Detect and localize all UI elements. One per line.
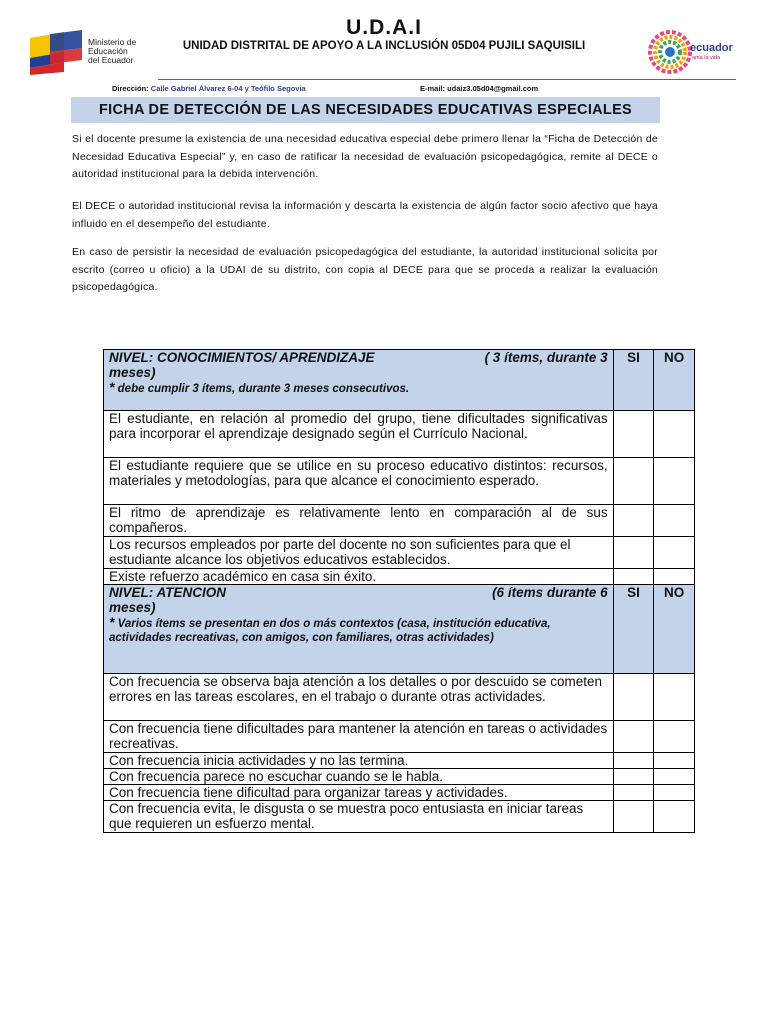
table-row bbox=[104, 721, 695, 753]
no-header: NO bbox=[654, 350, 695, 411]
no-checkbox-cell[interactable] bbox=[654, 569, 695, 585]
si-checkbox-cell[interactable] bbox=[613, 753, 654, 769]
item-text: El estudiante, en relación al promedio del grupo, tiene dificultades significativas para incorporar el aprendizaje designado según el Currículo Nacional. bbox=[104, 411, 614, 458]
page-subtitle: UNIDAD DISTRITAL DE APOYO A LA INCLUSIÓN 05D04 PUJILI SAQUISILI bbox=[182, 40, 586, 52]
no-checkbox-cell[interactable] bbox=[654, 411, 695, 458]
si-header: SI bbox=[613, 585, 654, 674]
section-header-atencion bbox=[104, 585, 695, 674]
email-address: E-mail: udaiz3.05d04@gmail.com bbox=[420, 84, 539, 93]
no-checkbox-cell[interactable] bbox=[654, 537, 695, 569]
no-checkbox-cell[interactable] bbox=[654, 721, 695, 753]
item-text: El ritmo de aprendizaje es relativamente lento en comparación al de sus compañeros. bbox=[104, 505, 614, 537]
si-checkbox-cell[interactable] bbox=[613, 785, 654, 801]
item-text: Con frecuencia tiene dificultades para mantener la atención en tareas o actividades recreativas. bbox=[104, 721, 614, 753]
header-divider bbox=[158, 79, 736, 80]
logo-right-tagline: ama la vida bbox=[692, 55, 721, 61]
section-title: NIVEL: CONOCIMIENTOS/ APRENDIZAJE bbox=[109, 350, 375, 365]
no-checkbox-cell[interactable] bbox=[654, 674, 695, 721]
logo-left-line: Educación bbox=[88, 46, 128, 56]
item-text: El estudiante requiere que se utilice en su proceso educativo distintos: recursos, materiales y metodologías, para que alcance el conocimiento esperado. bbox=[104, 458, 614, 505]
table-row bbox=[104, 753, 695, 769]
si-checkbox-cell[interactable] bbox=[613, 721, 654, 753]
checklist-table bbox=[103, 349, 695, 833]
form-title: FICHA DE DETECCIÓN DE LAS NECESIDADES EDUCATIVAS ESPECIALES bbox=[71, 97, 660, 123]
section-title-cont: meses) bbox=[109, 365, 156, 380]
no-header: NO bbox=[654, 585, 695, 674]
no-checkbox-cell[interactable] bbox=[654, 753, 695, 769]
item-text: Con frecuencia evita, le disgusta o se muestra poco entusiasta en iniciar tareas que requieren un esfuerzo mental. bbox=[104, 801, 614, 833]
no-checkbox-cell[interactable] bbox=[654, 785, 695, 801]
section-header-conocimientos bbox=[104, 350, 695, 411]
si-checkbox-cell[interactable] bbox=[613, 569, 654, 585]
table-row bbox=[104, 785, 695, 801]
si-checkbox-cell[interactable] bbox=[613, 769, 654, 785]
section-title-cont: meses) bbox=[109, 600, 156, 615]
no-checkbox-cell[interactable] bbox=[654, 801, 695, 833]
table-row bbox=[104, 674, 695, 721]
si-checkbox-cell[interactable] bbox=[613, 674, 654, 721]
section-note: debe cumplir 3 ítems, durante 3 meses consecutivos. bbox=[117, 383, 410, 395]
no-checkbox-cell[interactable] bbox=[654, 458, 695, 505]
section-title-scope: (6 ítems durante 6 bbox=[492, 585, 608, 600]
item-text: Con frecuencia inicia actividades y no las termina. bbox=[104, 753, 614, 769]
logo-left-line: Ministerio de bbox=[88, 37, 137, 47]
si-checkbox-cell[interactable] bbox=[613, 411, 654, 458]
address-label: Dirección: bbox=[112, 84, 149, 93]
item-text: Existe refuerzo académico en casa sin éxito. bbox=[104, 569, 614, 585]
logo-right-text: ecuador bbox=[690, 42, 733, 54]
intro-paragraph: Si el docente presume la existencia de una necesidad educativa especial debe primero llenar la “Ficha de Detección de Necesidad Educativa Especial” y, en caso de ratificar la necesidad de evaluación psicopedagógica, remite al DECE o autoridad institucional para la debida intervención. bbox=[72, 133, 658, 180]
table-row bbox=[104, 801, 695, 833]
intro-paragraph: En caso de persistir la necesidad de evaluación psicopedagógica del estudiante, la autoridad institucional solicita por escrito (correo u oficio) a la UDAI de su distrito, con copia al DECE para que se proceda a realizar la evaluación psicopedagógica. bbox=[72, 246, 658, 293]
table-row bbox=[104, 505, 695, 537]
table-row bbox=[104, 769, 695, 785]
table-row bbox=[104, 537, 695, 569]
si-checkbox-cell[interactable] bbox=[613, 458, 654, 505]
item-text: Con frecuencia se observa baja atención a los detalles o por descuido se cometen errores en las tareas escolares, en el trabajo o durante otras actividades. bbox=[104, 674, 614, 721]
section-header-cell: NIVEL: ATENCION (6 ítems durante 6 meses) * Varios ítems se presentan en dos o más contextos (casa, institución educativa, actividades recreativas, con amigos, con familiares, otras actividades) bbox=[104, 585, 614, 674]
si-header: SI bbox=[613, 350, 654, 411]
item-text: Los recursos empleados por parte del docente no son suficientes para que el estudiante alcance los objetivos educativos establecidos. bbox=[104, 537, 614, 569]
si-checkbox-cell[interactable] bbox=[613, 537, 654, 569]
address-link[interactable]: Calle Gabriel Álvarez 6-04 y Teófilo Segovia bbox=[150, 84, 306, 93]
table-row bbox=[104, 458, 695, 505]
table-row bbox=[104, 569, 695, 585]
logo-left-line: del Ecuador bbox=[88, 55, 134, 65]
section-header-cell: NIVEL: CONOCIMIENTOS/ APRENDIZAJE ( 3 ítems, durante 3 meses) * debe cumplir 3 ítems, durante 3 meses consecutivos. bbox=[104, 350, 614, 411]
section-title-scope: ( 3 ítems, durante 3 bbox=[484, 350, 608, 365]
intro-paragraph: El DECE o autoridad institucional revisa la información y descarta la existencia de algún factor socio afectivo que haya influido en el desempeño del estudiante. bbox=[72, 200, 658, 230]
table-row bbox=[104, 411, 695, 458]
si-checkbox-cell[interactable] bbox=[613, 801, 654, 833]
section-note: Varios ítems se presentan en dos o más contextos (casa, institución educativa, actividades recreativas, con amigos, con familiares, otras actividades) bbox=[109, 618, 551, 644]
si-checkbox-cell[interactable] bbox=[613, 505, 654, 537]
no-checkbox-cell[interactable] bbox=[654, 505, 695, 537]
item-text: Con frecuencia tiene dificultad para organizar tareas y actividades. bbox=[104, 785, 614, 801]
address bbox=[112, 84, 306, 93]
item-text: Con frecuencia parece no escuchar cuando se le habla. bbox=[104, 769, 614, 785]
section-title: NIVEL: ATENCION bbox=[109, 585, 226, 600]
no-checkbox-cell[interactable] bbox=[654, 769, 695, 785]
page-title: U.D.A.I bbox=[346, 16, 422, 39]
